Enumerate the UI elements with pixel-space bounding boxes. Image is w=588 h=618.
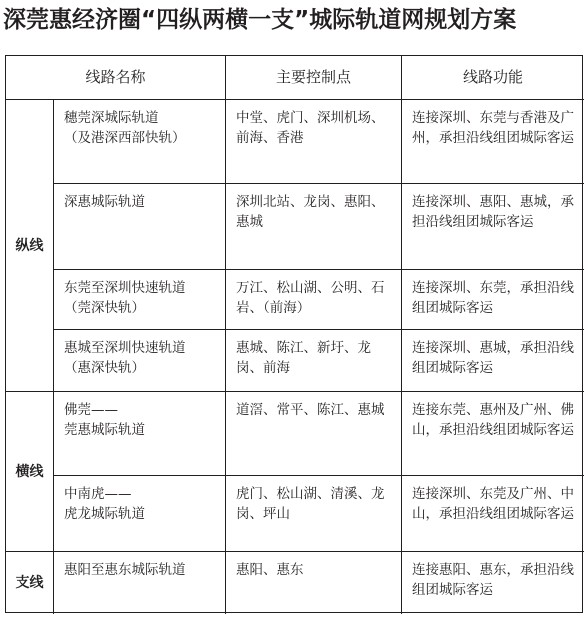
header-route-name: 线路名称	[6, 56, 226, 100]
route-name	[54, 330, 226, 392]
route-table	[5, 55, 583, 613]
route-function: 连接深圳、东莞与香港及广州，承担沿线组团城际客运	[402, 100, 584, 184]
route-name-line1: 佛莞——	[64, 402, 118, 418]
route-name-line1: 惠阳至惠东城际轨道	[64, 562, 186, 578]
route-name	[54, 392, 226, 476]
control-points: 惠阳、惠东	[226, 552, 402, 614]
route-name-line2: 莞惠城际轨道	[64, 422, 145, 438]
route-name-line1: 深惠城际轨道	[64, 194, 145, 210]
route-name	[54, 552, 226, 614]
route-name-line2: 虎龙城际轨道	[64, 506, 145, 522]
control-points: 道滘、常平、陈江、惠城	[226, 392, 402, 476]
category-vertical: 纵线	[6, 100, 54, 392]
route-name-line2: （及港深西部快轨）	[64, 130, 186, 146]
control-points: 惠城、陈江、新圩、龙岗、前海	[226, 330, 402, 392]
category-branch: 支线	[6, 552, 54, 614]
route-name	[54, 270, 226, 330]
control-points: 万江、松山湖、公明、石岩、（前海）	[226, 270, 402, 330]
route-name	[54, 476, 226, 552]
control-points: 虎门、松山湖、清溪、龙岗、坪山	[226, 476, 402, 552]
route-function: 连接深圳、惠阳、惠城，承担沿线组团城际客运	[402, 184, 584, 270]
control-points: 中堂、虎门、深圳机场、前海、香港	[226, 100, 402, 184]
route-function: 连接东莞、惠州及广州、佛山，承担沿线组团城际客运	[402, 392, 584, 476]
route-name-line2: （惠深快轨）	[64, 360, 145, 376]
route-name-line1: 东莞至深圳快速轨道	[64, 280, 186, 296]
category-horizontal: 横线	[6, 392, 54, 552]
route-function: 连接深圳、惠城，承担沿线组团城际客运	[402, 330, 584, 392]
route-function: 连接深圳、东莞及广州、中山，承担沿线组团城际客运	[402, 476, 584, 552]
route-name	[54, 100, 226, 184]
route-name-line1: 穗莞深城际轨道	[64, 110, 159, 126]
control-points: 深圳北站、龙岗、惠阳、惠城	[226, 184, 402, 270]
route-name	[54, 184, 226, 270]
route-name-line2: （莞深快轨）	[64, 300, 145, 316]
route-function: 连接惠阳、惠东，承担沿线组团城际客运	[412, 562, 574, 598]
page-title: 深莞惠经济圈“四纵两横一支”城际轨道网规划方案	[3, 7, 517, 33]
route-function: 连接深圳、东莞，承担沿线组团城际客运	[402, 270, 584, 330]
route-name-line1: 惠城至深圳快速轨道	[64, 340, 186, 356]
header-control-points: 主要控制点	[226, 56, 402, 100]
header-function: 线路功能	[402, 56, 584, 100]
route-name-line1: 中南虎——	[64, 486, 132, 502]
